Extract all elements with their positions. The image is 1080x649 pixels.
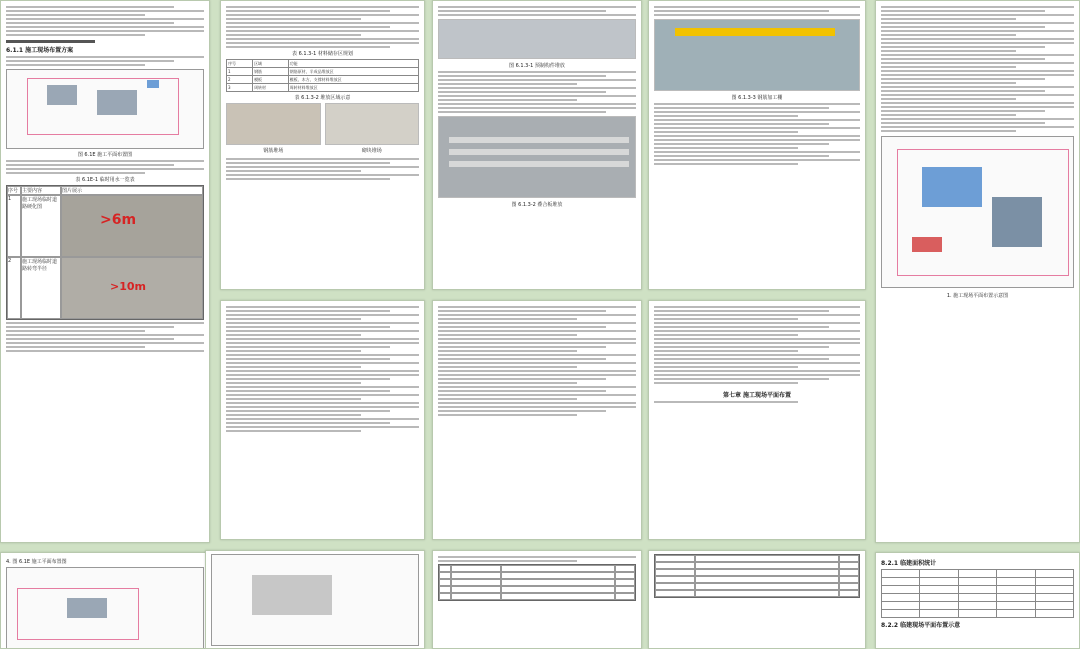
block-yard-photo [325,103,420,145]
sub-label-2: 砌块堆场 [361,148,382,154]
info-table [6,185,204,320]
page-4 [648,0,866,290]
cell: 模板、木方、支撑材料堆放区 [288,76,418,84]
table-caption: 表 6.1E-1 临时用水一览表 [75,177,135,183]
storage-table [226,59,419,92]
page-2c [205,550,425,649]
page-5 [875,0,1080,543]
cell: 钢筋原材、半成品堆放区 [288,68,418,76]
cell: 2 [227,76,253,84]
row-1-no: 1 [7,195,21,257]
floor-plan-image [211,554,419,646]
page-5b [875,552,1080,649]
slab-stack-photo [438,116,636,198]
fig-caption: 图 6.1E 施工平面布置图 [77,152,133,158]
page-3 [432,0,642,290]
section-heading: 6.1.1 施工现场布置方案 [6,47,74,54]
site-layout-plan [881,136,1074,288]
th-area: 区域 [253,60,289,68]
bottom-caption: 4. 图 6.1E 施工平面布置图 [6,559,67,565]
img-caption: 表 6.1.3-2 堆放区域示意 [294,95,351,101]
cell: 模板 [253,76,289,84]
page-3c [432,550,642,649]
page-2b [220,300,425,540]
page-4b [648,300,866,540]
rebar-shed-photo [654,19,860,91]
sub-label-1: 钢筋堆场 [263,148,284,154]
area-table [881,569,1074,618]
chapter-title: 第七章 施工现场平面布置 [722,392,792,399]
th-image: 图片展示 [61,186,203,195]
plan-table [438,564,636,601]
dimension-label: >6m [100,212,137,228]
cell: 周转材料堆放区 [288,84,418,92]
page-1b [0,552,210,649]
cell: 3 [227,84,253,92]
dimension-label-2: >10m [110,280,146,293]
cell: 钢筋 [253,68,289,76]
cell: 周转材 [253,84,289,92]
row-2-content: 施工现场临时道路转弯半径 [21,257,61,319]
page-4c [648,550,866,649]
section-heading-bar [6,40,95,43]
table-caption: 表 6.1.3-1 材料储存区规划 [292,51,353,57]
caption-4: 1. 施工现场平面布置示意图 [946,293,1009,299]
row-2-no: 2 [7,257,21,319]
cell: 1 [227,68,253,76]
th-no: 序号 [7,186,21,195]
road-turning-photo [61,257,203,319]
rebar-yard-photo [226,103,321,145]
page-3b [432,300,642,540]
caption-3: 图 6.1.3-3 钢筋加工棚 [731,95,783,101]
site-plan-image [6,69,204,149]
road-hardening-photo [61,195,203,257]
caption-2: 图 6.1.3-2 叠合板堆放 [511,202,563,208]
th-no: 序号 [227,60,253,68]
th-func: 功能 [288,60,418,68]
page-2 [220,0,425,290]
row-1-content: 施工现场临时道路硬化图 [21,195,61,257]
plan-table-2 [654,554,860,598]
th-content: 主要内容 [21,186,61,195]
caption-1: 图 6.1.3-1 预制构件堆放 [509,63,565,69]
section-1: 8.2.1 临建面积统计 [881,560,937,567]
page-1 [0,0,210,543]
site-plan-image-2 [6,567,204,649]
section-2: 8.2.2 临建现场平面布置示意 [881,622,961,629]
precast-photo [438,19,636,59]
